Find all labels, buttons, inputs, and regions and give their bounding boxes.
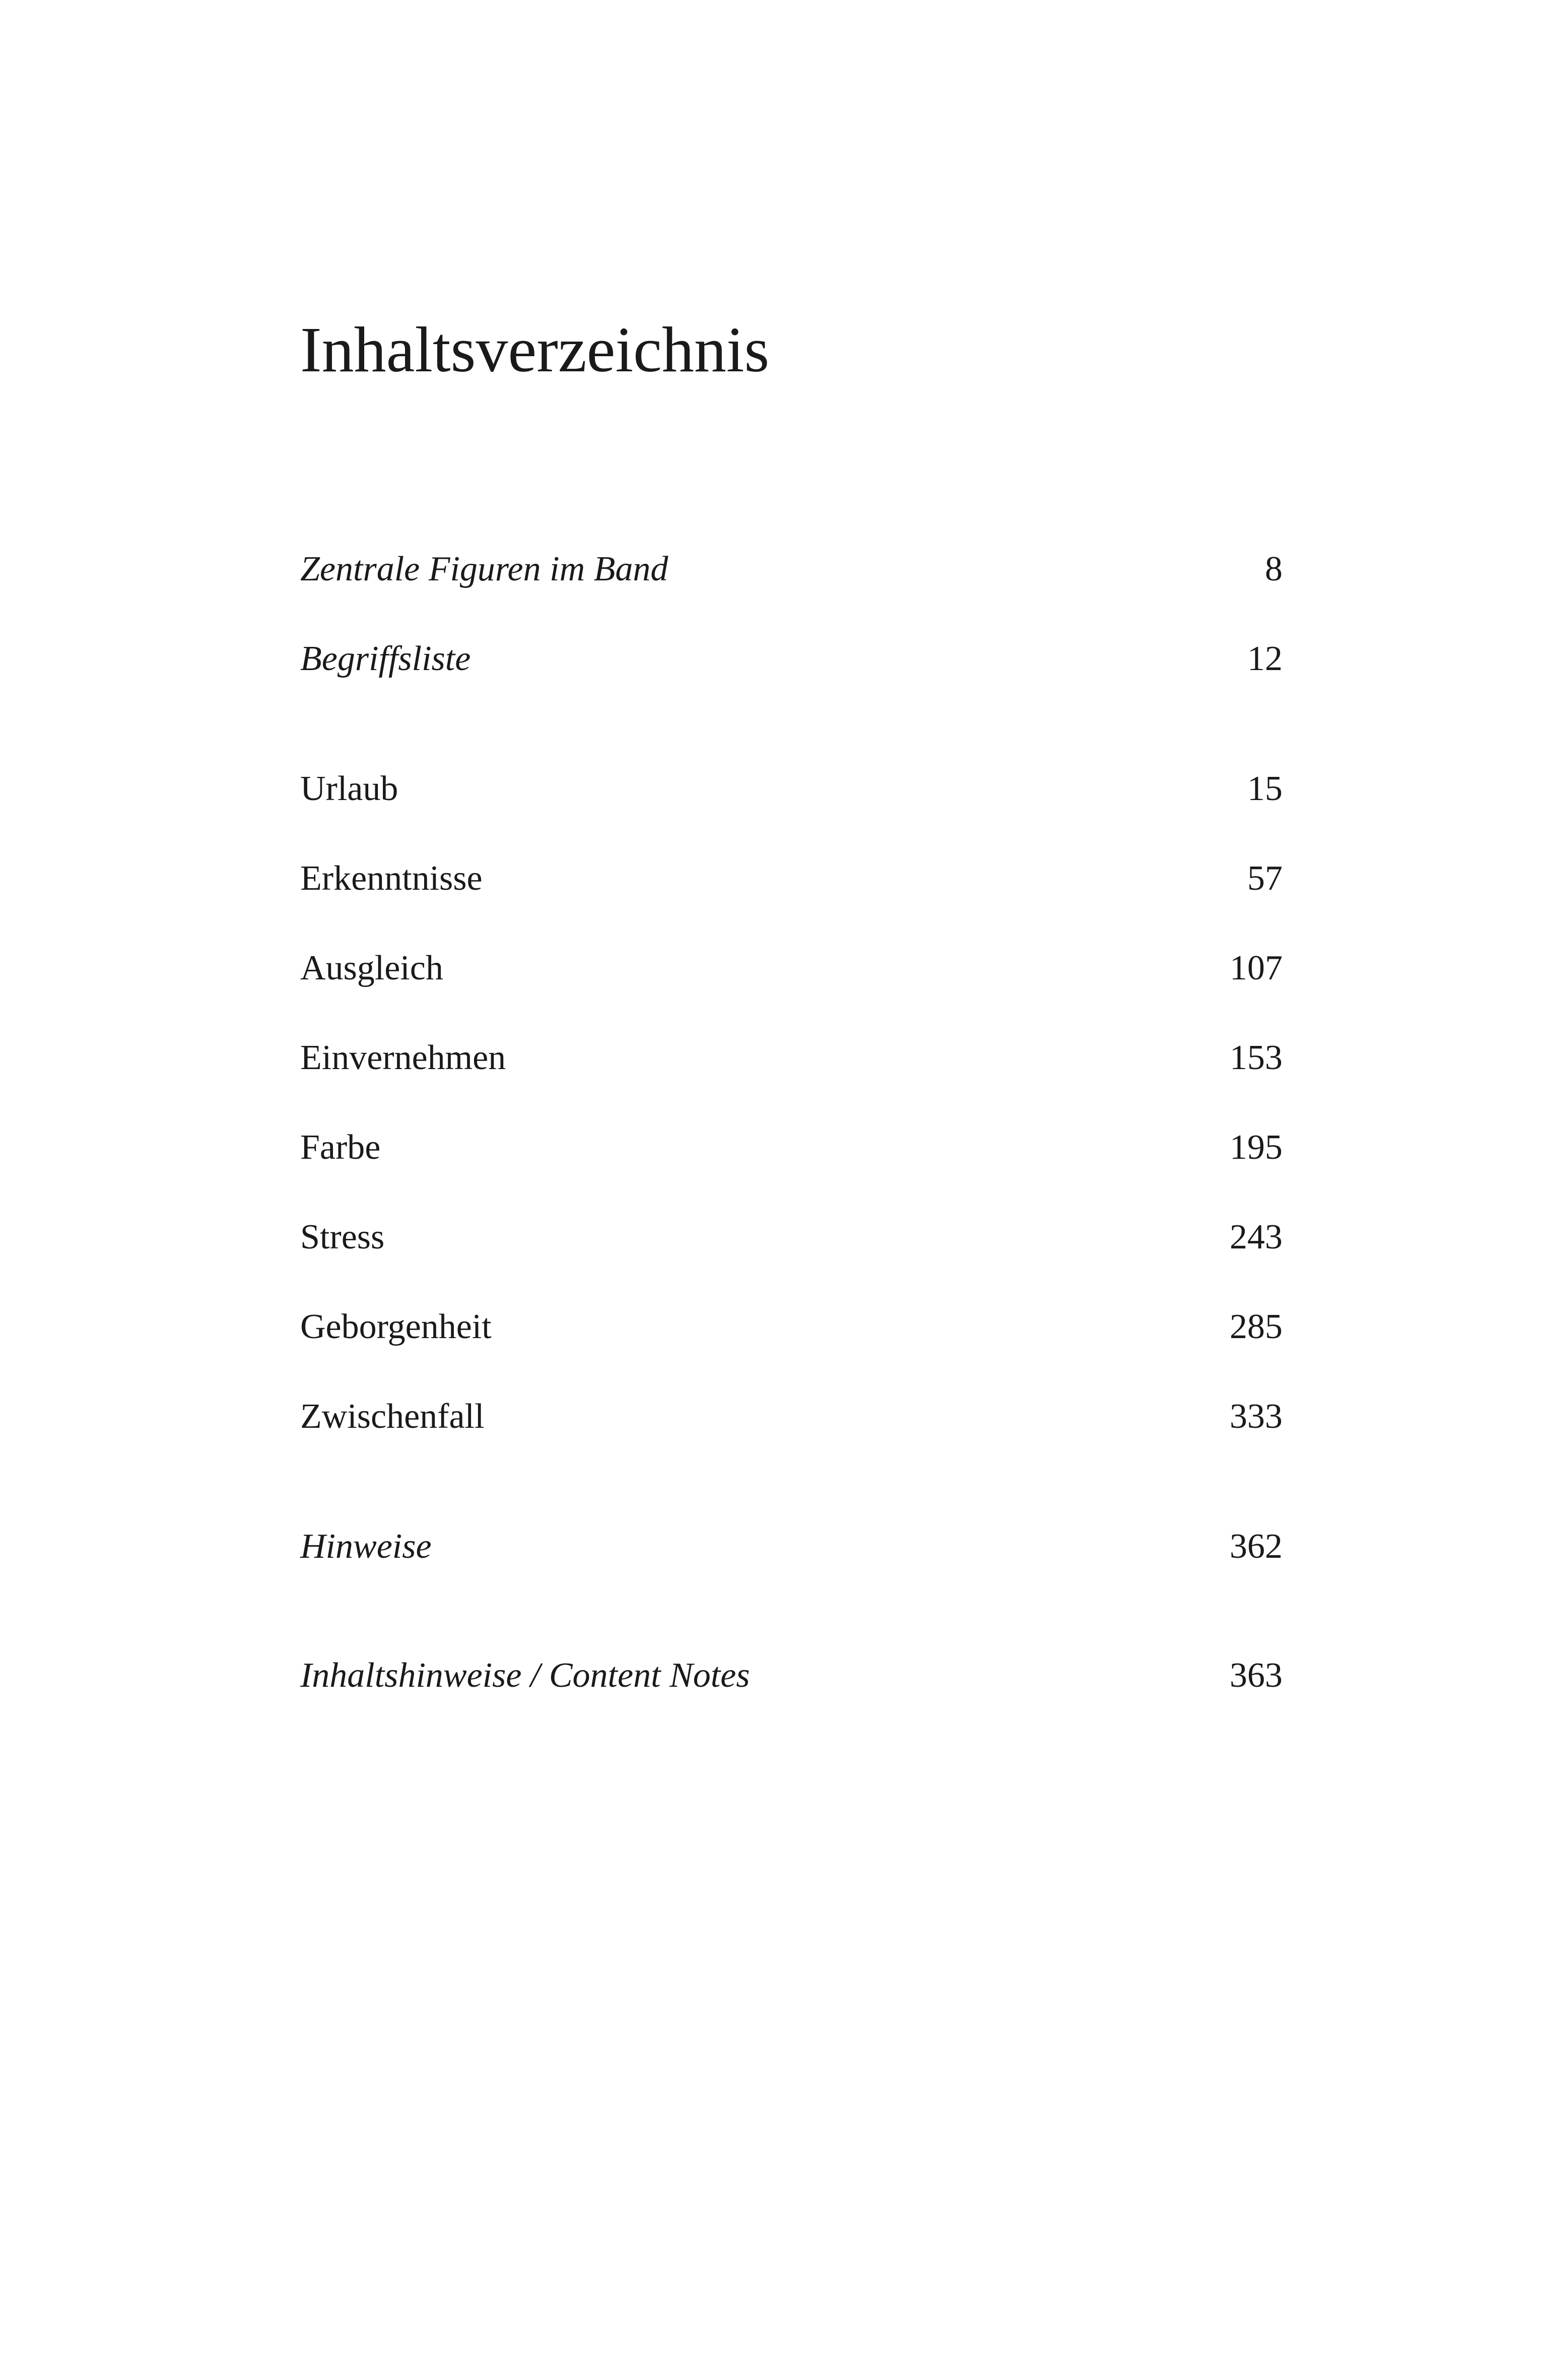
- toc-entry-page-number: 195: [1230, 1128, 1283, 1167]
- toc-entry-page-number: 15: [1247, 769, 1283, 808]
- toc-entry-label: Ausgleich: [300, 949, 443, 987]
- toc-entry-geborgenheit: [300, 1302, 1283, 1352]
- toc-entry-erkenntnisse: [300, 853, 1283, 904]
- toc-entry-label: Begriffsliste: [300, 639, 471, 678]
- toc-entry-page-number: 8: [1265, 550, 1283, 588]
- toc-entry-hinweise: [300, 1522, 1283, 1572]
- toc-entry-page-number: 285: [1230, 1307, 1283, 1346]
- toc-entry-page-number: 107: [1230, 949, 1283, 987]
- toc-entry-ausgleich: [300, 943, 1283, 994]
- toc-entry-label: Stress: [300, 1218, 385, 1257]
- toc-entry-farbe: [300, 1122, 1283, 1173]
- toc-entry-label: Urlaub: [300, 769, 398, 808]
- toc-entry-label: Einvernehmen: [300, 1038, 506, 1077]
- toc-entry-label: Hinweise: [300, 1527, 432, 1566]
- toc-entry-page-number: 153: [1230, 1038, 1283, 1077]
- toc-entry-begriffsliste: [300, 634, 1283, 684]
- toc-entry-urlaub: [300, 764, 1283, 814]
- toc-entry-page-number: 243: [1230, 1218, 1283, 1257]
- toc-entry-page-number: 363: [1230, 1656, 1283, 1695]
- toc-entry-label: Erkenntnisse: [300, 859, 483, 898]
- toc-entry-page-number: 362: [1230, 1527, 1283, 1566]
- toc-entry-stress: [300, 1212, 1283, 1263]
- toc-entry-label: Zentrale Figuren im Band: [300, 550, 668, 588]
- toc-entry-label: Farbe: [300, 1128, 381, 1167]
- toc-entry-page-number: 57: [1247, 859, 1283, 898]
- toc-entry-zwischenfall: [300, 1392, 1283, 1442]
- toc-entry-einvernehmen: [300, 1033, 1283, 1083]
- toc-entry-inhaltshinweise: [300, 1650, 1283, 1701]
- toc-entry-label: Inhaltshinweise / Content Notes: [300, 1656, 750, 1695]
- toc-entry-page-number: 12: [1247, 639, 1283, 678]
- toc-entry-label: Geborgenheit: [300, 1307, 492, 1346]
- toc-entry-page-number: 333: [1230, 1397, 1283, 1436]
- page-title: Inhaltsverzeichnis: [300, 314, 770, 385]
- toc-entry-label: Zwischenfall: [300, 1397, 485, 1436]
- toc-entry-zentrale-figuren: [300, 544, 1283, 594]
